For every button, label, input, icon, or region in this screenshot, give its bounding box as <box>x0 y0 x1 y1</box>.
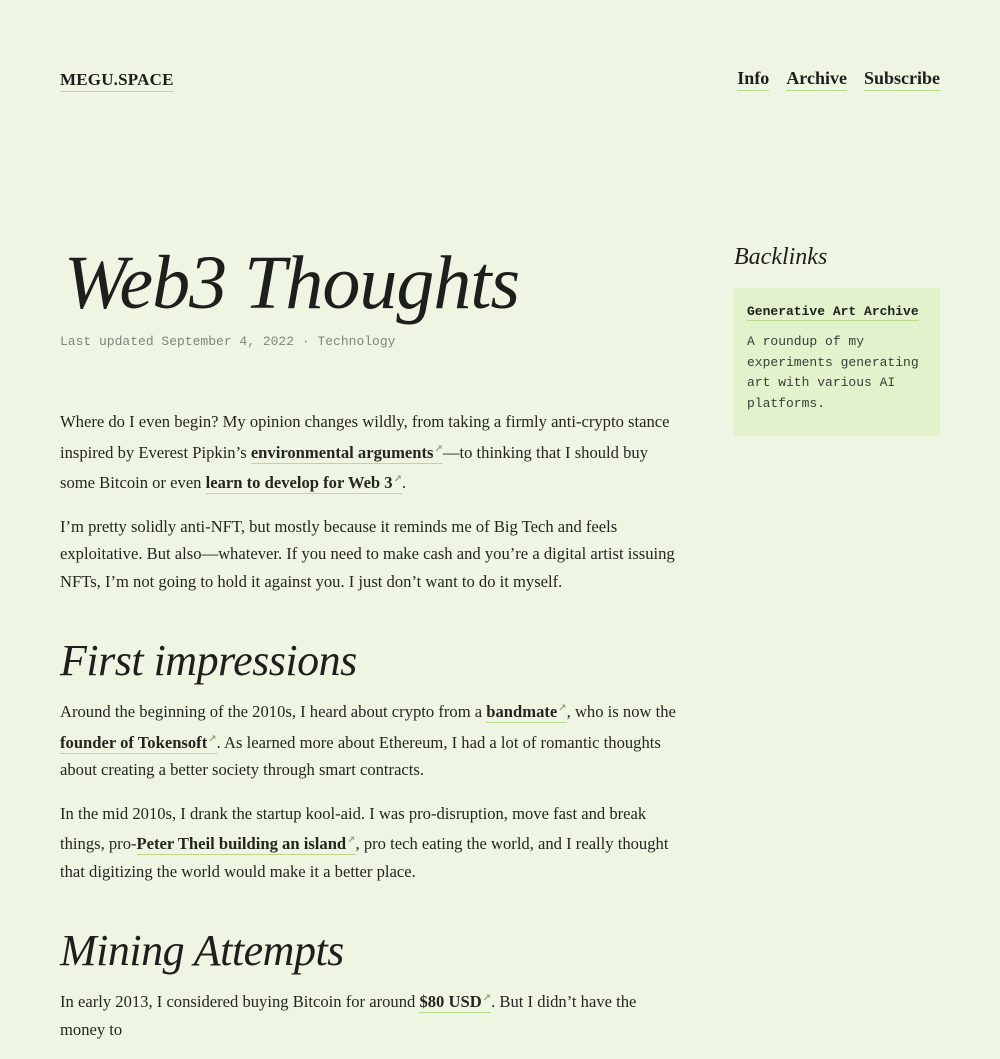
external-link-icon: ↗ <box>208 733 217 745</box>
environmental-arguments-link[interactable]: environmental arguments↗ <box>250 442 443 462</box>
paragraph-intro: Where do I even begin? My opinion changes wildly, from taking a firmly anti-crypto stance inspired by Everest Pipkin’s environmental arguments↗—to thinking that I should buy some Bitcoin or even learn to develop for Web 3↗. <box>60 412 670 492</box>
backlink-title-link[interactable]: Generative Art Archive <box>747 304 919 319</box>
external-link-icon: ↗ <box>558 703 567 714</box>
nav-info-link[interactable]: Info <box>737 68 769 91</box>
paragraph-startup: In the mid 2010s, I drank the startup kool-aid. I was pro-disruption, move fast and break things, pro-Peter Theil building an island↗, pro tech eating the world, and I really thought that digitizing the world would make it a better place. <box>60 803 669 881</box>
backlinks-heading: Backlinks <box>734 244 828 270</box>
site-header <box>60 68 940 96</box>
main-nav <box>737 68 940 91</box>
learn-web3-link[interactable]: learn to develop for Web 3↗ <box>205 473 402 492</box>
nav-archive-link[interactable]: Archive <box>786 68 847 91</box>
article-meta: Last updated September 4, 2022 · Technology <box>60 334 396 349</box>
article-body <box>60 408 685 1043</box>
peter-theil-island-link[interactable]: Peter Theil building an island↗ <box>136 834 356 853</box>
bitcoin-price-link[interactable]: $80 USD↗ <box>419 992 492 1011</box>
tokensoft-link[interactable]: founder of Tokensoft↗ <box>60 732 217 752</box>
external-link-icon: ↗ <box>434 443 443 455</box>
article <box>60 238 685 1059</box>
paragraph-mining: In early 2013, I considered buying Bitcoin for around $80 USD↗. But I didn’t have the money to <box>60 992 637 1039</box>
backlink-description: A roundup of my experiments generating art with various AI platforms. <box>747 334 919 411</box>
heading-first-impressions: First impressions <box>60 636 357 685</box>
page-title: Web3 Thoughts <box>64 241 520 325</box>
backlink-card[interactable] <box>734 288 940 436</box>
bandmate-link[interactable]: bandmate↗ <box>486 702 567 721</box>
nav-subscribe-link[interactable]: Subscribe <box>864 68 940 91</box>
heading-mining-attempts: Mining Attempts <box>60 926 344 975</box>
external-link-icon: ↗ <box>347 835 356 846</box>
paragraph-anti-nft: I’m pretty solidly anti-NFT, but mostly because it reminds me of Big Tech and feels exploitative. But also—whatever. If you need to make cash and you’re a digital artist issuing NFTs, I’m not going to hold it against you. I just don’t want to do it myself. <box>60 516 675 591</box>
external-link-icon: ↗ <box>393 474 402 485</box>
backlinks-sidebar <box>734 242 940 436</box>
site-brand-link[interactable]: MEGU.SPACE <box>60 70 174 92</box>
external-link-icon: ↗ <box>482 993 492 1004</box>
paragraph-bandmate: Around the beginning of the 2010s, I heard about crypto from a bandmate↗, who is now the founder of Tokensoft↗. As learned more about Ethereum, I had a lot of romantic thoughts about creating a better society through smart contracts. <box>60 702 676 779</box>
